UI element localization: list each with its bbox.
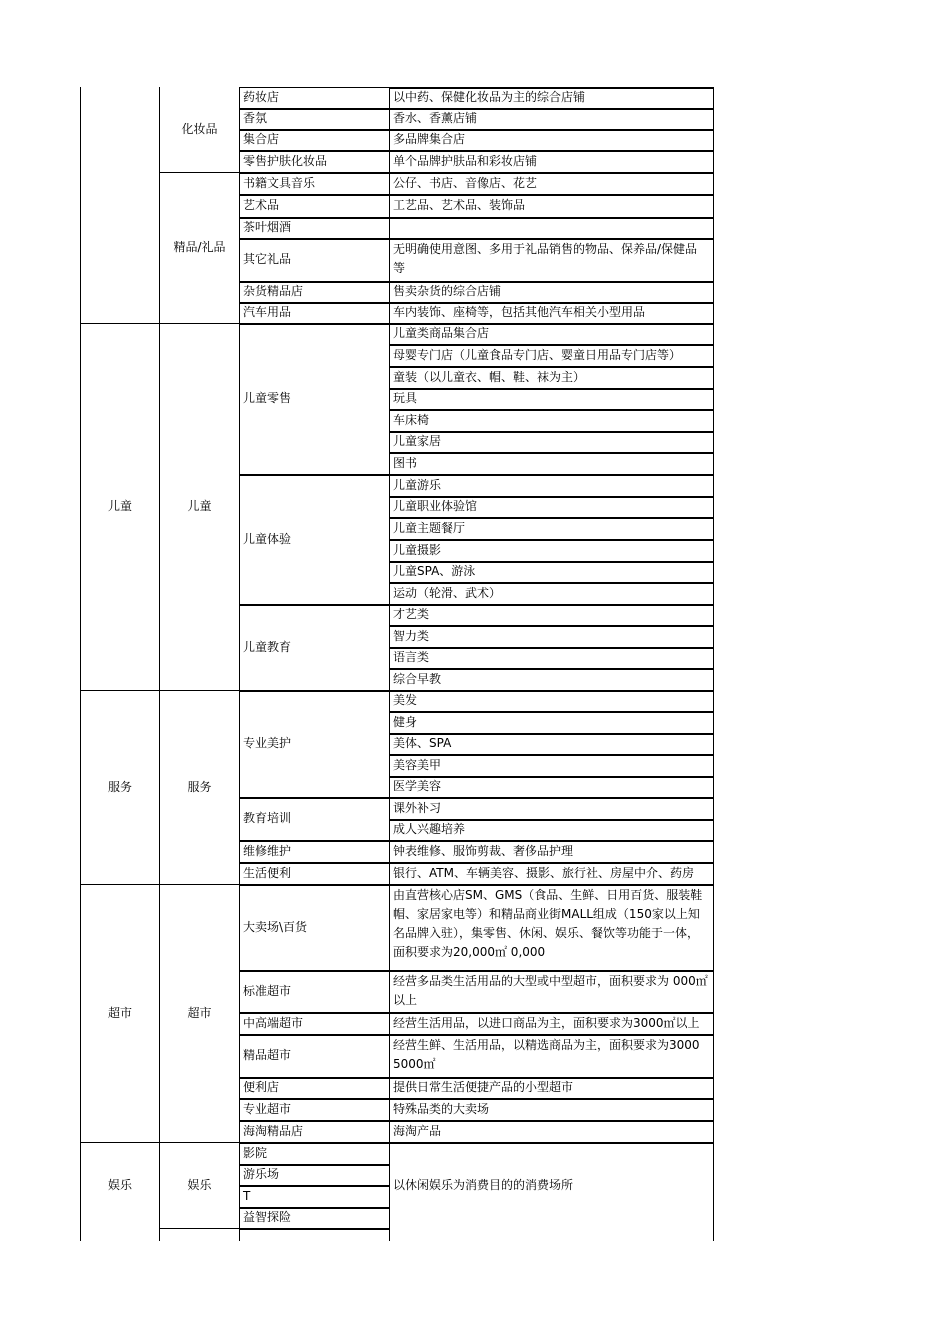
item-description: 儿童主题餐厅	[393, 520, 466, 535]
item-description: 智力类	[393, 628, 430, 643]
subcategory-label: 药妆店	[243, 90, 280, 104]
category-label: 超市	[187, 1005, 212, 1020]
grid-line	[239, 87, 240, 1241]
item-description: 儿童类商品集合店	[393, 326, 490, 340]
subcategory-label: 益智探险	[243, 1210, 292, 1224]
item-description: 海淘产品	[393, 1123, 442, 1138]
item-description: 成人兴趣培养	[393, 822, 466, 836]
item-description: 银行、ATM、车辆美容、摄影、旅行社、房屋中介、药房	[393, 865, 694, 880]
item-description: 经营生鲜、生活用品，以精选商品为主，面积要求为3000 5000㎡	[393, 1038, 700, 1071]
subcategory-label: T	[243, 1188, 251, 1203]
subcategory-label: 杂货精品店	[243, 284, 304, 298]
item-description: 综合早教	[393, 671, 442, 686]
group-label: 儿童	[107, 499, 132, 513]
item-description: 香水、香薰店铺	[393, 111, 478, 125]
item-description: 才艺类	[393, 607, 430, 621]
item-description: 公仔、书店、音像店、花艺	[393, 175, 538, 190]
subcategory-label: 精品超市	[243, 1048, 292, 1062]
category-label: 化妆品	[181, 122, 218, 136]
item-description: 运动（轮滑、武术）	[393, 585, 502, 600]
subcategory-label: 汽车用品	[243, 305, 292, 319]
grid-line	[159, 87, 160, 1241]
subcategory-label: 其它礼品	[243, 252, 292, 266]
item-description: 儿童游乐	[393, 477, 442, 492]
item-description: 单个品牌护肤品和彩妆店铺	[393, 153, 538, 168]
subcategory-label: 茶叶烟酒	[243, 220, 292, 234]
subcategory-label: 香氛	[243, 111, 268, 125]
item-description: 美容美甲	[393, 757, 442, 772]
subcategory-label: 教育培训	[243, 811, 292, 825]
item-description: 售卖杂货的综合店铺	[393, 284, 502, 298]
group-label	[81, 87, 159, 323]
subcategory-label: 儿童零售	[243, 391, 292, 405]
item-description: 母婴专门店（儿童食品专门店、婴童日用品专门店等）	[393, 347, 682, 362]
grid-line	[713, 87, 714, 1241]
item-description: 车床椅	[393, 412, 430, 427]
group-label: 服务	[107, 779, 132, 794]
grid-line	[159, 1228, 239, 1229]
subcategory-label: 儿童教育	[243, 639, 292, 654]
category-label: 娱乐	[187, 1177, 212, 1192]
subcategory-label: 标准超市	[243, 983, 292, 998]
item-description	[390, 217, 713, 238]
group-label: 娱乐	[107, 1177, 132, 1192]
item-description: 儿童SPA、游泳	[393, 564, 476, 578]
item-description: 无明确使用意图、多用于礼品销售的物品、保养品/保健品等	[393, 242, 698, 275]
item-description: 语言类	[393, 650, 430, 664]
subcategory-label: 儿童体验	[243, 531, 292, 546]
item-description: 童装（以儿童衣、帽、鞋、袜为主）	[393, 369, 586, 384]
group-label: 超市	[107, 1005, 132, 1020]
subcategory-label: 专业美护	[243, 736, 292, 750]
item-description: 由直营核心店SM、GMS（食品、生鲜、日用百货、服装鞋帽、家居家电等）和精品商业街MALL组成（150家以上知名品牌入驻），集零售、休闲、娱乐、餐饮等功能于一体，面积要求为20,000㎡ 0,000	[393, 888, 703, 959]
item-description: 美发	[393, 693, 418, 707]
subcategory-label: 专业超市	[243, 1101, 292, 1116]
subcategory-label: 便利店	[243, 1080, 280, 1094]
item-description: 特殊品类的大卖场	[393, 1101, 490, 1116]
item-description: 以中药、保健化妆品为主的综合店铺	[393, 90, 586, 104]
subcategory-label: 维修维护	[243, 843, 292, 858]
grid-line	[239, 1228, 389, 1230]
item-description: 钟表维修、服饰剪裁、奢侈品护理	[393, 843, 574, 858]
item-description: 儿童家居	[393, 434, 442, 448]
category-label: 服务	[187, 779, 212, 794]
subcategory-label: 书籍文具音乐	[243, 175, 316, 190]
item-description: 工艺品、艺术品、装饰品	[393, 198, 526, 212]
item-description: 美体、SPA	[393, 736, 452, 750]
subcategory-label: 集合店	[243, 132, 280, 146]
item-description: 医学美容	[393, 779, 442, 793]
subcategory-label: 生活便利	[243, 865, 292, 880]
item-description: 儿童职业体验馆	[393, 499, 478, 513]
subcategory-label: 中高端超市	[243, 1015, 304, 1030]
item-description: 提供日常生活便捷产品的小型超市	[393, 1080, 574, 1094]
subcategory-label: 艺术品	[243, 198, 280, 212]
item-description: 图书	[393, 455, 418, 470]
category-label: 儿童	[187, 499, 212, 513]
grid-line	[389, 87, 390, 1241]
subcategory-label: 零售护肤化妆品	[243, 153, 328, 168]
category-label: 精品/礼品	[173, 240, 226, 254]
subcategory-label: 游乐场	[243, 1167, 280, 1181]
item-description: 健身	[393, 714, 418, 729]
subcategory-label: 影院	[243, 1145, 268, 1160]
item-description: 经营生活用品，以进口商品为主，面积要求为3000㎡以上	[393, 1015, 700, 1030]
subcategory-label: 海淘精品店	[243, 1123, 304, 1138]
item-description: 玩具	[393, 391, 418, 405]
item-description: 儿童摄影	[393, 542, 442, 557]
item-description: 经营多品类生活用品的大型或中型超市，面积要求为 000㎡以上	[393, 974, 708, 1007]
item-description: 以休闲娱乐为消费目的的消费场所	[393, 1177, 574, 1192]
grid-line	[389, 87, 713, 89]
item-description: 课外补习	[393, 800, 442, 815]
subcategory-label: 大卖场\百货	[243, 919, 308, 934]
item-description: 车内装饰、座椅等，包括其他汽车相关小型用品	[393, 305, 646, 319]
item-description: 多品牌集合店	[393, 132, 466, 146]
